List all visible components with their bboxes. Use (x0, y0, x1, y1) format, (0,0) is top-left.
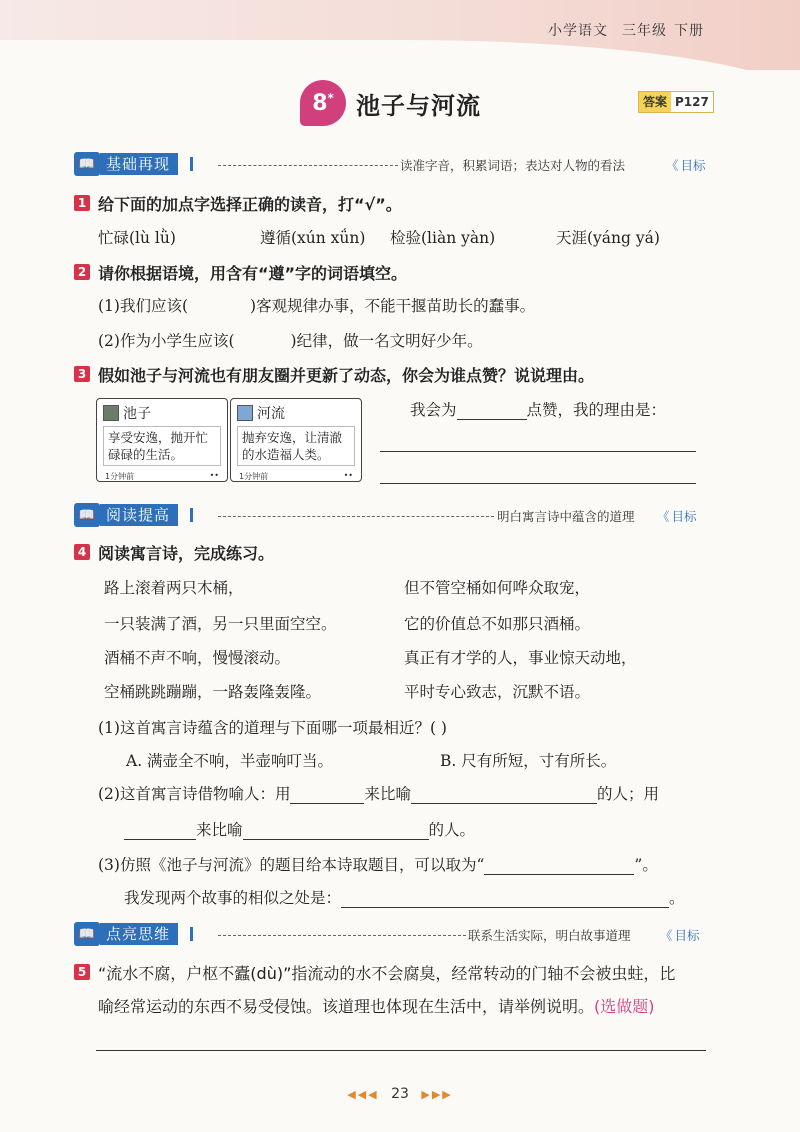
section-title: 点亮思维 (100, 923, 178, 945)
book-icon: 📖 (74, 922, 100, 946)
q5-line-1: “流水不腐，户枢不蠹(dù)”指流动的水不会腐臭，经常转动的门轴不会被虫蛀，比 (98, 964, 676, 983)
q1-item: 忙碌(lù lǜ) (98, 229, 176, 247)
section-header-thinking (74, 922, 193, 946)
q2-sentence-1: (1)我们应该( )客观规律办事，不能干揠苗助长的蠢事。 (98, 297, 536, 315)
question-number: 2 (74, 264, 90, 280)
left-arrows-icon: ◀◀◀ (347, 1088, 379, 1101)
moments-card-pond (96, 398, 228, 482)
question-number: 5 (74, 964, 90, 980)
answer-tag (638, 91, 714, 113)
q1-item: 天涯(yáng yá) (556, 229, 660, 247)
question-text: 阅读寓言诗，完成练习。 (98, 544, 275, 563)
q4-option-b[interactable]: B. 尺有所短，寸有所长。 (440, 752, 617, 770)
answer-blank[interactable] (341, 891, 669, 908)
lesson-number: 8 (312, 90, 328, 116)
section-title: 基础再现 (100, 153, 178, 175)
section-dash (218, 165, 398, 166)
poem-line: 一只装满了酒，另一只里面空空。 (104, 615, 337, 633)
answer-blank[interactable] (411, 787, 597, 804)
section-goal: 明白寓言诗中蕴含的道理 (497, 509, 635, 524)
goal-tag: 《 目标 (660, 928, 700, 943)
q1-item: 检验(liàn yàn) (390, 229, 496, 247)
section-tail (180, 157, 193, 171)
section-dash (218, 516, 494, 517)
section-header-basics (74, 152, 193, 176)
card-name: 河流 (257, 406, 285, 422)
optional-tag: (选做题) (594, 997, 655, 1016)
question-text: 请你根据语境，用含有“遵”字的词语填空。 (98, 264, 408, 283)
poem-line: 但不管空桶如何哗众取宠， (404, 579, 591, 597)
q4-sub3-similarity: 我发现两个故事的相似之处是： 。 (124, 889, 685, 907)
section-goal: 联系生活实际，明白故事道理 (468, 928, 631, 943)
goal-tag: 《 目标 (657, 509, 697, 524)
question-number: 1 (74, 195, 90, 211)
answer-page: P127 (671, 92, 713, 112)
lesson-title: 池子与河流 (356, 92, 481, 120)
q4-sub1: (1)这首寓言诗蕴含的道理与下面哪一项最相近？( ) (98, 719, 447, 737)
answer-line[interactable] (380, 483, 696, 484)
header-volume: 下册 (674, 23, 704, 39)
q3-prompt: 我会为 点赞，我的理由是： (410, 401, 667, 419)
lesson-number-badge (300, 80, 346, 126)
page-number: 23 (391, 1086, 409, 1102)
card-footer: 1分钟前 •• (105, 471, 219, 481)
card-text: 享受安逸，抛开忙碌碌的生活。 (103, 426, 221, 466)
header-grade: 三年级 (622, 23, 667, 39)
card-footer: 1分钟前 •• (239, 471, 353, 481)
lesson-mark: * (327, 91, 334, 105)
answer-label: 答案 (643, 95, 668, 109)
goal-arrow-icon: 《 (666, 158, 679, 173)
poem-line: 路上滚着两只木桶， (104, 579, 244, 597)
header-subject: 小学语文 (548, 23, 608, 39)
section-tail (180, 927, 193, 941)
more-icon: •• (343, 471, 353, 480)
section-tail (180, 508, 193, 522)
poem-line: 平时专心致志，沉默不语。 (404, 683, 591, 701)
q2-sentence-2: (2)作为小学生应该( )纪律，做一名文明好少年。 (98, 332, 483, 350)
river-avatar-icon (237, 405, 253, 421)
poem-line: 空桶跳跳蹦蹦，一路轰隆轰隆。 (104, 683, 322, 701)
answer-blank[interactable] (290, 787, 364, 804)
answer-line[interactable] (96, 1050, 706, 1051)
poem-line: 酒桶不声不响，慢慢滚动。 (104, 649, 291, 667)
card-name: 池子 (123, 406, 151, 422)
book-icon: 📖 (74, 152, 100, 176)
answer-blank[interactable] (243, 823, 429, 840)
answer-blank[interactable] (124, 823, 196, 840)
q4-sub3: (3)仿照《池子与河流》的题目给本诗取题目，可以取为“ ”。 (98, 856, 658, 874)
poem-line: 真正有才学的人，事业惊天动地， (404, 649, 637, 667)
pond-avatar-icon (103, 405, 119, 421)
section-dash (218, 935, 466, 936)
q4-sub2-line1: (2)这首寓言诗借物喻人：用 来比喻 的人；用 (98, 785, 659, 803)
moments-card-river (230, 398, 362, 482)
answer-blank[interactable] (457, 403, 527, 420)
section-title: 阅读提高 (100, 504, 178, 526)
q4-option-a[interactable]: A. 满壶全不响，半壶响叮当。 (126, 752, 334, 770)
section-header-reading (74, 503, 193, 527)
card-head (97, 399, 227, 423)
card-head (231, 399, 361, 423)
question-number: 3 (74, 366, 90, 382)
q1-item: 遵循(xún xǘn) (260, 229, 366, 247)
answer-blank[interactable] (484, 858, 634, 875)
right-arrows-icon: ▶▶▶ (421, 1088, 453, 1101)
book-icon: 📖 (74, 503, 100, 527)
poem-line: 它的价值总不如那只酒桶。 (404, 615, 591, 633)
answer-line[interactable] (380, 451, 696, 452)
question-text: 给下面的加点字选择正确的读音，打“√”。 (98, 195, 402, 214)
goal-arrow-icon: 《 (660, 928, 673, 943)
goal-tag: 《 目标 (666, 158, 706, 173)
q5-line-2: 喻经常运动的东西不易受侵蚀。该道理也体现在生活中，请举例说明。(选做题) (98, 997, 655, 1016)
page-footer (330, 1086, 470, 1102)
question-text: 假如池子与河流也有朋友圈并更新了动态，你会为谁点赞？说说理由。 (98, 366, 595, 385)
section-goal: 读准字音，积累词语；表达对人物的看法 (400, 158, 626, 173)
q4-sub2-line2: 来比喻 的人。 (124, 818, 475, 840)
card-text: 抛弃安逸，让清澈的水造福人类。 (237, 426, 355, 466)
goal-arrow-icon: 《 (657, 509, 670, 524)
question-number: 4 (74, 544, 90, 560)
more-icon: •• (209, 471, 219, 480)
